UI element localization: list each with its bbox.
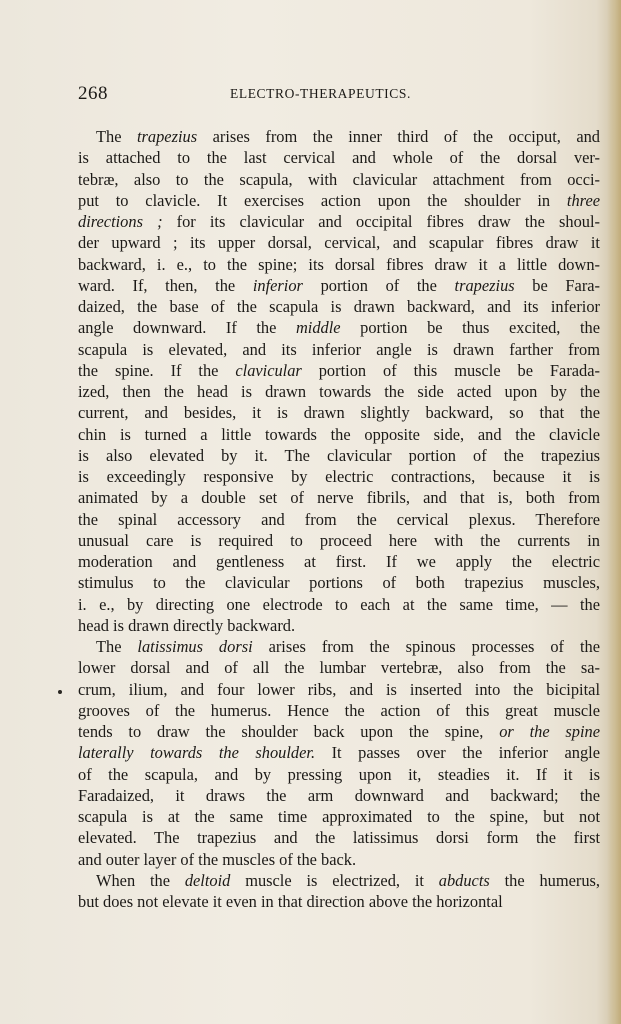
text-line: the spine. If the clavicular portion of this muscle be Farada- [78, 360, 600, 380]
text-line: elevated. The trapezius and the latissimus dorsi form the first [78, 828, 600, 848]
text-line: is also elevated by it. The clavicular portion of the trapezius [78, 445, 600, 465]
text-line: i. e., by directing one electrode to each at the same time, — the [78, 594, 600, 614]
italic-term: trapezius [454, 275, 515, 295]
italic-term: deltoid [184, 870, 231, 890]
text-line: is attached to the last cervical and whole of the dorsal ver- [78, 148, 600, 168]
text-line: current, and besides, it is drawn slightly backward, so that the [78, 403, 600, 423]
text-line: backward, i. e., to the spine; its dorsal fibres draw it a little down- [78, 254, 600, 274]
italic-term: inferior [252, 275, 303, 295]
text-line: directions ; for its clavicular and occipital fibres draw the shoul- [78, 212, 600, 231]
text-line: ward. If, then, the inferior portion of the trapezius be Fara- [78, 275, 601, 295]
text-line: The latissimus dorsi arises from the spinous processes of the [96, 637, 600, 656]
italic-term: abducts [438, 870, 490, 890]
text-line: is exceedingly responsive by electric contractions, because it is [78, 467, 600, 486]
text-line: laterally towards the shoulder. It passes over the inferior angle [78, 743, 600, 763]
text-line: scapula is at the same time approximated to the spine, but not [78, 807, 600, 826]
text-line: but does not elevate it even in that direction above the horizontal [78, 892, 503, 911]
body-text [78, 126, 600, 912]
italic-term: directions ; [78, 212, 163, 231]
text-line: daized, the base of the scapula is drawn backward, and its inferior [78, 297, 600, 316]
italic-term: or the spine [499, 722, 600, 741]
text-line: head is drawn directly backward. [78, 615, 296, 635]
text-line: crum, ilium, and four lower ribs, and is inserted into the bicipital [78, 679, 600, 699]
italic-term: middle [295, 318, 341, 338]
text-line: stimulus to the clavicular portions of both trapezius muscles, [78, 573, 600, 593]
italic-term: trapezius [136, 127, 198, 146]
italic-term: clavicular [235, 360, 302, 380]
page-header [78, 83, 539, 105]
text-line: moderation and gentleness at first. If we apply the electric [78, 552, 600, 571]
italic-term: latissimus dorsi [137, 637, 253, 656]
text-line: When the deltoid muscle is electrized, it abducts the humerus, [96, 870, 600, 890]
text-line: put to clavicle. It exercises action upon the shoulder in three [78, 190, 600, 210]
text-line: scapula is elevated, and its inferior angle is drawn farther from [78, 339, 600, 359]
page-edge [607, 0, 621, 1024]
text-line: Faradaized, it draws the arm downward and backward; the [78, 785, 600, 805]
text-line: chin is turned a little towards the opposite side, and the clavicle [78, 424, 600, 444]
italic-term: three [566, 190, 600, 210]
text-line: the spinal accessory and from the cervical plexus. Therefore [78, 509, 600, 529]
text-line: angle downward. If the middle portion be thus excited, the [78, 318, 600, 338]
text-line: ized, then the head is drawn towards the side acted upon by the [78, 382, 600, 401]
text-line: grooves of the humerus. Hence the action of this great muscle [78, 700, 600, 720]
text-line: unusual care is required to proceed here with the currents in [78, 530, 600, 550]
text-line: lower dorsal and of all the lumbar vertebræ, also from the sa- [78, 658, 600, 678]
text-line: animated by a double set of nerve fibrils, and that is, both from [78, 488, 600, 508]
text-line: and outer layer of the muscles of the back. [78, 849, 357, 869]
text-line: The trapezius arises from the inner third of the occiput, and [96, 127, 600, 146]
text-line: tends to draw the shoulder back upon the spine, or the spine [78, 722, 600, 741]
text-line: der upward ; its upper dorsal, cervical, and scapular fibres draw it [78, 233, 600, 253]
text-line: tebræ, also to the scapula, with clavicular attachment from occi- [78, 169, 600, 189]
text-line: of the scapula, and by pressing upon it, steadies it. If it is [78, 764, 600, 784]
page-number: 268 [78, 83, 108, 104]
italic-term: laterally towards the shoulder. [78, 743, 316, 763]
margin-mark [58, 690, 62, 694]
running-head: ELECTRO-THERAPEUTICS. [230, 86, 411, 101]
